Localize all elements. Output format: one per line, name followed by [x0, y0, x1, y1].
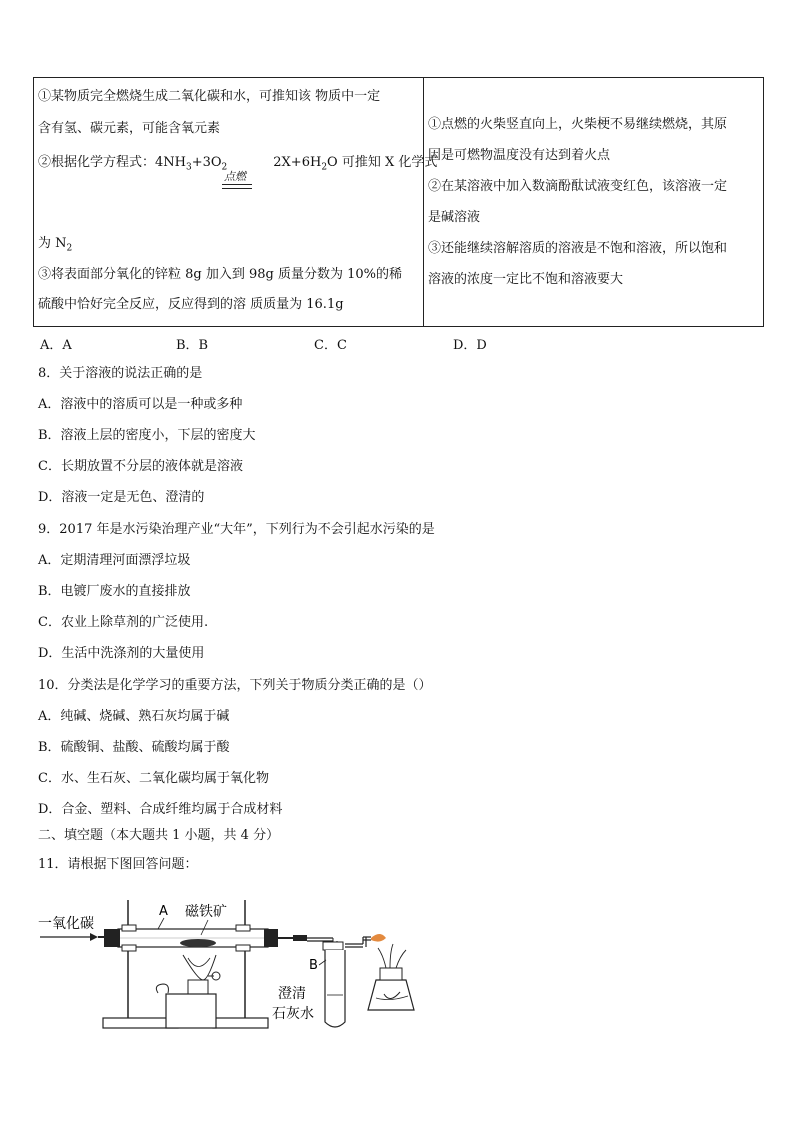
q7-left-cell	[34, 78, 438, 327]
right-stand-base	[213, 1018, 268, 1028]
alcohol-lamp	[368, 980, 414, 1010]
q7-right-cell	[424, 78, 764, 327]
lamp-flame-icon	[378, 944, 406, 968]
equation-bar-bottom	[222, 188, 252, 189]
q7-left-line2: 含有氢、碳元素，可能含氧元素	[38, 121, 221, 136]
tail-gas-flame-icon	[371, 934, 386, 942]
q9-option-b[interactable]: B．电镀厂废水的直接排放	[38, 584, 191, 599]
q7-left-line4: 为 $N_2$	[38, 236, 73, 254]
reaction-condition: 点燃	[224, 170, 246, 183]
left-stopper	[104, 929, 120, 947]
q7-option-b[interactable]: B．B	[176, 338, 209, 353]
label-a: A	[159, 904, 168, 919]
q10-option-b[interactable]: B．硫酸铜、盐酸、硫酸均属于酸	[38, 740, 230, 755]
limewater-label-2: 石灰水	[272, 1006, 314, 1022]
magnetite-sample	[180, 939, 216, 947]
q7-left-line5: ③将表面部分氧化的锌粒 8g 加入到 98g 质量分数为 10%的稀	[38, 267, 403, 282]
q7-left-line6: 硫酸中恰好完全反应，反应得到的溶 质质量为 16.1g	[38, 297, 344, 312]
section-heading: 二、填空题（本大题共 1 小题，共 4 分）	[38, 828, 280, 843]
q9-option-c[interactable]: C．农业上除草剂的广泛使用.	[38, 615, 209, 630]
q7-right-line2: 因是可燃物温度没有达到着火点	[428, 148, 611, 163]
limewater-label-1: 澄清	[278, 986, 306, 1002]
q11-stem: 11．请根据下图回答问题：	[38, 857, 198, 872]
q7-left-line3: ②根据化学方程式：$4NH_3+3O_2$ $2X+6H_2O$ 可推知 X 化学式	[38, 155, 438, 173]
burner-tube	[188, 980, 208, 994]
lamp-neck	[380, 968, 402, 980]
q8-stem: 8．关于溶液的说法正确的是	[38, 366, 203, 381]
q7-table	[33, 77, 764, 327]
q10-option-d[interactable]: D．合金、塑料、合成纤维均属于合成材料	[38, 802, 283, 817]
q9-option-a[interactable]: A．定期清理河面漂浮垃圾	[38, 553, 191, 568]
q7-right-line4: 是碱溶液	[428, 210, 481, 225]
arrow-head-icon	[90, 933, 98, 941]
q7-option-a[interactable]: A．A	[40, 338, 72, 353]
q7-right-line5: ③还能继续溶解溶质的溶液是不饱和溶液，所以饱和	[428, 241, 728, 256]
q7-option-c[interactable]: C．C	[314, 338, 347, 353]
test-tube-b	[325, 950, 345, 1027]
q10-stem: 10．分类法是化学学习的重要方法，下列关于物质分类正确的是（）	[38, 678, 432, 693]
q10-option-c[interactable]: C．水、生石灰、二氧化碳均属于氧化物	[38, 771, 269, 786]
magnetite-label: 磁铁矿	[185, 904, 227, 920]
test-tube-stopper	[323, 942, 343, 950]
q7-right-line1: ①点燃的火柴竖直向上，火柴梗不易继续燃烧，其原	[428, 117, 728, 132]
co-label: 一氧化碳	[38, 916, 94, 932]
q8-option-a[interactable]: A．溶液中的溶质可以是一种或多种	[38, 397, 243, 412]
q8-option-d[interactable]: D．溶液一定是无色、澄清的	[38, 490, 205, 505]
apparatus-figure	[38, 880, 438, 1040]
burner-base	[166, 994, 216, 1028]
right-stopper	[264, 929, 278, 947]
q7-right-line3: ②在某溶液中加入数滴酚酞试液变红色，该溶液一定	[428, 179, 728, 194]
label-b: B	[309, 958, 318, 973]
q7-left-line1: ①某物质完全燃烧生成二氧化碳和水，可推知该 物质中一定	[38, 89, 381, 104]
equation-bar-top	[222, 184, 252, 185]
q9-option-d[interactable]: D．生活中洗涤剂的大量使用	[38, 646, 205, 661]
q8-option-b[interactable]: B．溶液上层的密度小，下层的密度大	[38, 428, 256, 443]
q10-option-a[interactable]: A．纯碱、烧碱、熟石灰均属于碱	[38, 709, 230, 724]
q8-option-c[interactable]: C．长期放置不分层的液体就是溶液	[38, 459, 243, 474]
gas-valve	[156, 984, 168, 993]
q9-stem: 9．2017 年是水污染治理产业“大年”，下列行为不会引起水污染的是	[38, 522, 435, 537]
q7-right-line6: 溶液的浓度一定比不饱和溶液要大	[428, 272, 624, 287]
q7-option-d[interactable]: D．D	[453, 338, 487, 353]
